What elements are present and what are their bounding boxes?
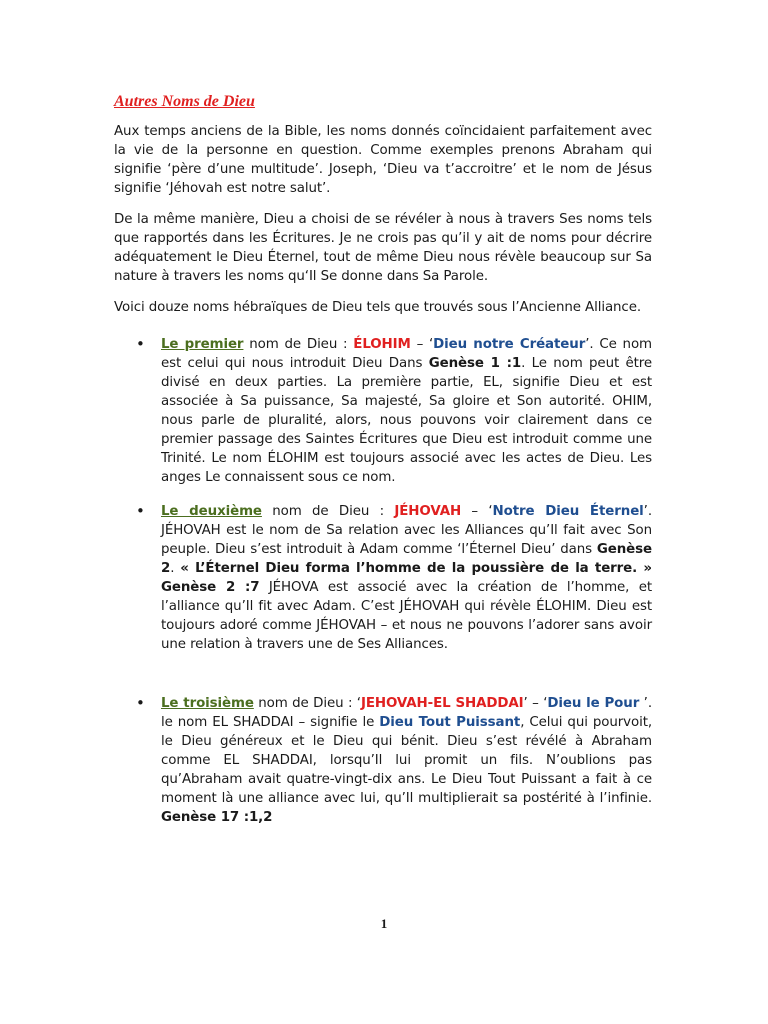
name-meaning: Dieu le Pour bbox=[547, 696, 640, 711]
body-text: ’ – ‘ bbox=[523, 696, 548, 711]
ordinal-label: Le premier bbox=[161, 337, 244, 352]
list-item bbox=[114, 335, 652, 487]
bullet-icon: • bbox=[136, 502, 145, 520]
name-meaning: Dieu notre Créateur bbox=[433, 337, 586, 352]
name-meaning: Dieu Tout Puissant bbox=[379, 715, 521, 730]
hebrew-name: JÉHOVAH bbox=[394, 504, 462, 519]
bullet-icon: • bbox=[136, 694, 145, 712]
intro-paragraph-1: Aux temps anciens de la Bible, les noms donnés coïncidaient parfaitement avec la vie de la personne en question. Comme exemples prenons Abraham qui signifie ‘père d’une multitude’. Joseph, ‘Dieu va t’accroitre’ et le nom de Jésus signifie ‘Jéhovah est notre salut’. bbox=[114, 124, 652, 196]
body-text: . Le nom peut être divisé en deux parties. La première partie, EL, signifie Dieu et est associée à Sa puissance, Sa majesté, Sa gloire et Son autorité. OHIM, nous parle de pluralité, alors, nous pouvons voir clairement dans ce premier passage des Saintes Écritures que Dieu est introduit comme une Trinité. Le nom ÉLOHIM est toujours associé avec les actes de Dieu. Les anges Le connaissent sous ce nom. bbox=[161, 356, 653, 485]
ordinal-label: Le troisième bbox=[161, 696, 254, 711]
list-item bbox=[114, 694, 652, 827]
document-page bbox=[114, 92, 652, 827]
body-text: nom de Dieu : bbox=[243, 337, 354, 352]
body-text: JÉHOVA est associé avec la création de l’homme, et l’alliance qu’Il fit avec Adam. C’est JÉHOVAH qui révèle ÉLOHIM. Dieu est toujours adoré comme JÉHOVAH – et nous ne pouvons l’adorer sans avoir une relation à travers une de Ses Alliances. bbox=[161, 580, 652, 652]
intro-paragraph-2: De la même manière, Dieu a choisi de se révéler à nous à travers Ses noms tels que rapportés dans les Écritures. Je ne crois pas qu’il y ait de noms pour décrire adéquatement le Dieu Éternel, tout de même Dieu nous révèle beaucoup sur Sa nature à travers les noms qu‘Il Se donne dans Sa Parole. bbox=[114, 212, 652, 284]
scripture-quote: « L’Éternel Dieu forma l’homme de la poussière de la terre. » Genèse 2 :7 bbox=[161, 561, 652, 595]
body-text: – ‘ bbox=[410, 337, 434, 352]
hebrew-name: JEHOVAH-EL SHADDAI bbox=[360, 696, 524, 711]
name-meaning: Notre Dieu Éternel bbox=[492, 504, 644, 519]
scripture-reference: Genèse 2 bbox=[161, 542, 652, 576]
hebrew-name: ÉLOHIM bbox=[353, 337, 411, 352]
bullet-icon: • bbox=[136, 335, 145, 353]
body-text: nom de Dieu : ‘ bbox=[253, 696, 361, 711]
body-text: , Celui qui pourvoit, le Dieu généreux et le Dieu qui bénit. Dieu s’est révélé à Abraham comme EL SHADDAI, lorsqu’Il lui promit un fils. N’oublions pas qu’Abraham avait quatre-vingt-dix ans. Le Dieu Tout Puissant a fait à ce moment là une alliance avec lui, qu’Il multiplierait sa postérité à l’infinie. bbox=[161, 715, 652, 806]
page-number: 1 bbox=[380, 916, 388, 931]
body-text: ’. JÉHOVAH est le nom de Sa relation avec les Alliances qu’Il fait avec Son peuple. Dieu s’est introduit à Adam comme ‘l’Éternel Dieu’ dans bbox=[161, 504, 652, 557]
body-text: ’. Ce nom est celui qui nous introduit Dieu Dans bbox=[161, 337, 652, 371]
scripture-reference: Genèse 17 :1,2 bbox=[161, 810, 273, 825]
body-text: . bbox=[170, 561, 181, 576]
body-text: – ‘ bbox=[461, 504, 493, 519]
body-text: ’. le nom EL SHADDAI – signifie le bbox=[161, 696, 652, 730]
scripture-reference: Genèse 1 :1 bbox=[428, 356, 522, 371]
body-text: nom de Dieu : bbox=[261, 504, 395, 519]
document-title: Autres Noms de Dieu bbox=[114, 93, 255, 110]
names-list bbox=[114, 335, 652, 827]
intro-paragraph-3: Voici douze noms hébraïques de Dieu tels que trouvés sous l’Ancienne Alliance. bbox=[114, 300, 641, 315]
ordinal-label: Le deuxième bbox=[161, 504, 262, 519]
list-item bbox=[114, 502, 652, 654]
